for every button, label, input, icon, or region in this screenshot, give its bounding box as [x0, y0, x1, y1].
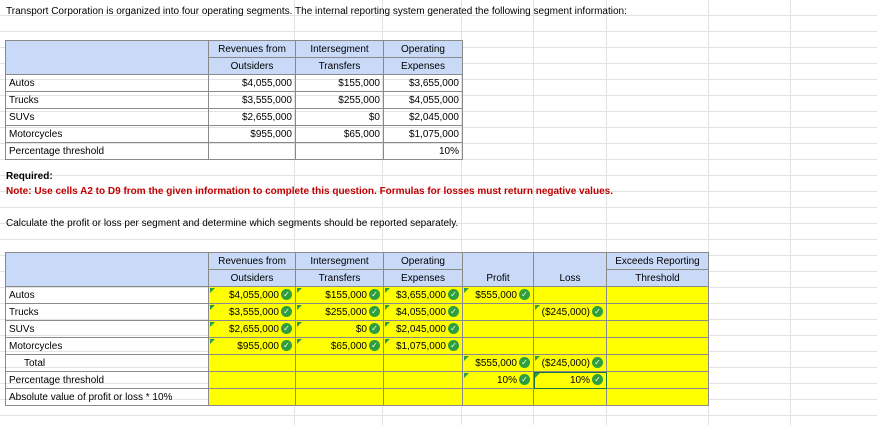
answer-header-opex-2: Expenses [384, 270, 463, 287]
answer-abs-rev[interactable] [209, 389, 296, 406]
given-cell-opex[interactable]: $4,055,000 [384, 92, 463, 109]
answer-abs-opex[interactable] [384, 389, 463, 406]
answer-row-label[interactable]: Autos [6, 287, 209, 304]
answer-threshold-opex[interactable] [384, 372, 463, 389]
answer-cell-profit[interactable] [463, 321, 534, 338]
answer-header-inter-2: Transfers [296, 270, 384, 287]
check-icon: ✓ [281, 340, 292, 351]
given-table [5, 40, 463, 160]
given-threshold-value[interactable]: 10% [384, 143, 463, 160]
answer-header-loss [534, 253, 607, 287]
check-icon: ✓ [592, 306, 603, 317]
answer-threshold-label[interactable]: Percentage threshold [6, 372, 209, 389]
check-icon: ✓ [519, 357, 530, 368]
answer-total-label[interactable]: Total [6, 355, 209, 372]
cell-value: $2,045,000 [395, 323, 446, 335]
answer-corner [6, 253, 209, 287]
answer-threshold-exceeds[interactable] [607, 372, 709, 389]
answer-cell-rev[interactable] [209, 304, 296, 321]
answer-cell-loss[interactable] [534, 338, 607, 355]
loss-header-text: Loss [559, 273, 581, 284]
cell-value: 10% [496, 374, 517, 386]
answer-cell-profit[interactable] [463, 287, 534, 304]
answer-cell-exceeds[interactable] [607, 287, 709, 304]
given-threshold-label[interactable]: Percentage threshold [6, 143, 209, 160]
cell-value: $2,655,000 [228, 323, 279, 335]
given-row-label[interactable]: Motorcycles [6, 126, 209, 143]
answer-row-label[interactable]: Trucks [6, 304, 209, 321]
answer-header-rev-1: Revenues from [209, 253, 296, 270]
given-row-label[interactable]: Autos [6, 75, 209, 92]
answer-cell-inter[interactable] [296, 338, 384, 355]
cell-value: $3,555,000 [228, 306, 279, 318]
answer-cell-rev[interactable] [209, 287, 296, 304]
answer-total-exceeds[interactable] [607, 355, 709, 372]
given-header-inter-2: Transfers [296, 58, 384, 75]
check-icon: ✓ [369, 289, 380, 300]
check-icon: ✓ [281, 323, 292, 334]
given-cell-inter[interactable]: $65,000 [296, 126, 384, 143]
cell-value: $155,000 [325, 289, 367, 301]
given-row-label[interactable]: Trucks [6, 92, 209, 109]
answer-abs-inter[interactable] [296, 389, 384, 406]
given-cell-inter[interactable]: $0 [296, 109, 384, 126]
cell-value: $955,000 [237, 340, 279, 352]
answer-total-inter[interactable] [296, 355, 384, 372]
check-icon: ✓ [369, 323, 380, 334]
check-icon: ✓ [448, 323, 459, 334]
answer-abs-exceeds[interactable] [607, 389, 709, 406]
check-icon: ✓ [281, 289, 292, 300]
given-header-opex-2: Expenses [384, 58, 463, 75]
given-empty-cell[interactable] [296, 143, 384, 160]
cell-value: $4,055,000 [228, 289, 279, 301]
check-icon: ✓ [592, 357, 603, 368]
given-empty-cell[interactable] [209, 143, 296, 160]
given-corner [6, 41, 209, 75]
given-header-rev-2: Outsiders [209, 58, 296, 75]
answer-abs-profit[interactable] [463, 389, 534, 406]
cell-value: $555,000 [475, 289, 517, 301]
answer-cell-exceeds[interactable] [607, 321, 709, 338]
answer-row-label[interactable]: SUVs [6, 321, 209, 338]
given-cell-opex[interactable]: $3,655,000 [384, 75, 463, 92]
answer-threshold-loss[interactable] [534, 372, 607, 389]
answer-threshold-profit[interactable] [463, 372, 534, 389]
answer-header-exceeds-1: Exceeds Reporting [607, 253, 709, 270]
answer-cell-inter[interactable] [296, 287, 384, 304]
check-icon: ✓ [519, 374, 530, 385]
answer-cell-exceeds[interactable] [607, 304, 709, 321]
answer-cell-exceeds[interactable] [607, 338, 709, 355]
cell-value: $0 [355, 323, 367, 335]
check-icon: ✓ [448, 306, 459, 317]
given-header-rev-1: Revenues from [209, 41, 296, 58]
given-header-inter-1: Intersegment [296, 41, 384, 58]
answer-threshold-rev[interactable] [209, 372, 296, 389]
answer-cell-loss[interactable] [534, 287, 607, 304]
check-icon: ✓ [592, 374, 603, 385]
given-row-label[interactable]: SUVs [6, 109, 209, 126]
answer-table [5, 252, 709, 406]
cell-value: $4,055,000 [395, 306, 446, 318]
answer-cell-profit[interactable] [463, 304, 534, 321]
cell-value: 10% [569, 374, 590, 386]
required-instruction: Calculate the profit or loss per segment and determine which segments should be reported separately. [6, 218, 459, 229]
required-title: Required: [6, 171, 53, 182]
check-icon: ✓ [369, 340, 380, 351]
answer-cell-profit[interactable] [463, 338, 534, 355]
given-cell-opex[interactable]: $2,045,000 [384, 109, 463, 126]
profit-header-text: Profit [486, 273, 510, 284]
answer-header-inter-1: Intersegment [296, 253, 384, 270]
answer-cell-rev[interactable] [209, 321, 296, 338]
answer-total-opex[interactable] [384, 355, 463, 372]
cell-value: ($245,000) [541, 306, 590, 318]
given-cell-inter[interactable]: $255,000 [296, 92, 384, 109]
answer-cell-inter[interactable] [296, 321, 384, 338]
cell-value: ($245,000) [541, 357, 590, 369]
answer-cell-loss[interactable] [534, 304, 607, 321]
answer-header-profit [463, 253, 534, 287]
answer-abs-loss[interactable] [534, 389, 607, 406]
check-icon: ✓ [519, 289, 530, 300]
answer-total-rev[interactable] [209, 355, 296, 372]
answer-abs-label[interactable]: Absolute value of profit or loss * 10% [6, 389, 209, 406]
cell-value: $255,000 [325, 306, 367, 318]
given-cell-opex[interactable]: $1,075,000 [384, 126, 463, 143]
given-header-opex-1: Operating [384, 41, 463, 58]
given-cell-rev[interactable]: $3,555,000 [209, 92, 296, 109]
check-icon: ✓ [448, 289, 459, 300]
answer-total-profit[interactable] [463, 355, 534, 372]
cell-value: $555,000 [475, 357, 517, 369]
given-cell-rev[interactable]: $4,055,000 [209, 75, 296, 92]
answer-row-label[interactable]: Motorcycles [6, 338, 209, 355]
cell-value: $3,655,000 [395, 289, 446, 301]
check-icon: ✓ [281, 306, 292, 317]
given-cell-rev[interactable]: $2,655,000 [209, 109, 296, 126]
cell-value: $1,075,000 [395, 340, 446, 352]
check-icon: ✓ [448, 340, 459, 351]
answer-cell-opex[interactable] [384, 304, 463, 321]
answer-header-opex-1: Operating [384, 253, 463, 270]
answer-cell-opex[interactable] [384, 287, 463, 304]
answer-cell-opex[interactable] [384, 338, 463, 355]
answer-threshold-inter[interactable] [296, 372, 384, 389]
given-cell-rev[interactable]: $955,000 [209, 126, 296, 143]
answer-cell-rev[interactable] [209, 338, 296, 355]
given-cell-inter[interactable]: $155,000 [296, 75, 384, 92]
answer-header-rev-2: Outsiders [209, 270, 296, 287]
required-note: Note: Use cells A2 to D9 from the given information to complete this question. Formulas for losses must return negative values. [6, 186, 613, 197]
answer-total-loss[interactable] [534, 355, 607, 372]
answer-header-exceeds-2: Threshold [607, 270, 709, 287]
answer-cell-loss[interactable] [534, 321, 607, 338]
cell-value: $65,000 [330, 340, 367, 352]
check-icon: ✓ [369, 306, 380, 317]
intro-text: Transport Corporation is organized into four operating segments. The internal reporting system generated the following segment information: [6, 6, 627, 17]
answer-cell-inter[interactable] [296, 304, 384, 321]
answer-cell-opex[interactable] [384, 321, 463, 338]
